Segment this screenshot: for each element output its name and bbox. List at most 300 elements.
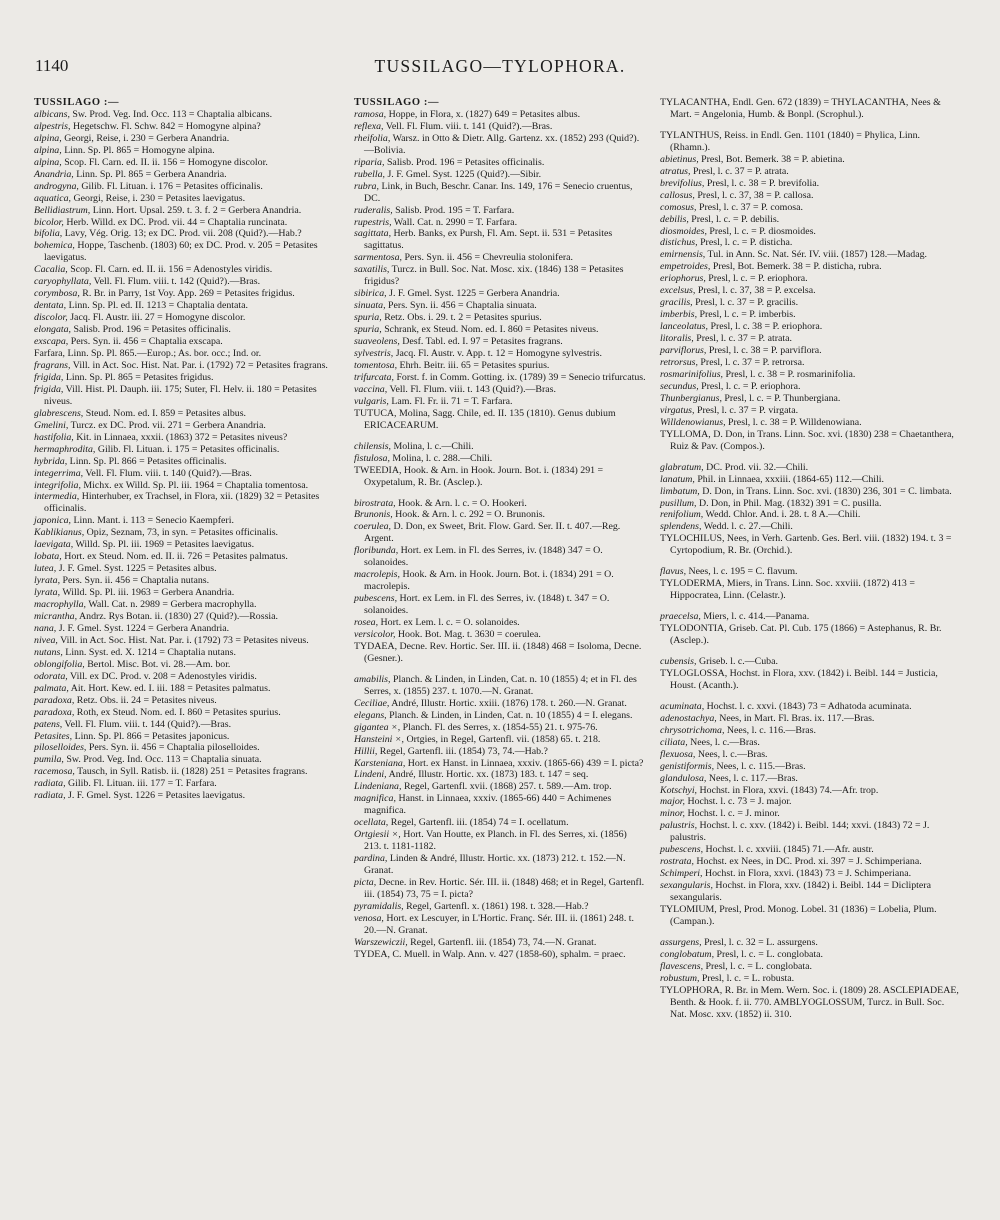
- species-reference: Regel, Gartenfl. iii. (1854) 73, 74.—N. Granat.: [407, 936, 597, 948]
- species-name: ciliata,: [660, 736, 688, 748]
- species-entry: [34, 193, 334, 205]
- species-name: alpestris,: [34, 120, 71, 132]
- species-entry: [34, 133, 334, 145]
- species-entry: [34, 240, 334, 264]
- species-entry: [34, 754, 334, 766]
- species-reference: Wedd. l. c. 27.—Chili.: [701, 521, 793, 533]
- species-reference: Bertol. Misc. Bot. vi. 28.—Am. bor.: [84, 658, 231, 670]
- species-reference: Linn. Syst. ed. X. 1214 = Chaptalia nutans.: [62, 646, 236, 658]
- genus-entry: TYDEA, C. Muell. in Walp. Ann. v. 427 (1858-60), sphalm. = praec.: [354, 948, 626, 960]
- species-name: lyrata,: [34, 575, 61, 587]
- species-name: frigida,: [34, 383, 64, 395]
- species-name: virgatus,: [660, 404, 695, 416]
- species-entry: [660, 749, 960, 761]
- species-reference: Hook. & Arn. in Hook. Journ. Bot. i. (1834) 291 = O. macrolepis.: [364, 569, 614, 593]
- genus-entry: TYLOPHORA, R. Br. in Mem. Wern. Soc. i. (1809) 28. ASCLEPIADEAE, Benth. & Hook. f. ii. 770. AMBLYOGLOSSUM, Turcz. in Bull. Soc. Nat. Mosc. xxv. (1852) ii. 310.: [660, 984, 959, 1020]
- species-reference: Molina, l. c. 288.—Chili.: [389, 452, 493, 464]
- species-entry: [660, 273, 960, 285]
- species-entry: [354, 781, 646, 793]
- species-name: chrysotrichoma,: [660, 724, 725, 736]
- species-reference: Hochst. l. c. 73 = J. major.: [684, 796, 792, 808]
- species-name: coerulea,: [354, 521, 392, 533]
- species-name: debilis,: [660, 213, 689, 225]
- species-name: atratus,: [660, 165, 691, 177]
- species-name: birostrata,: [354, 497, 396, 509]
- species-reference: Decne. in Rev. Hortic. Sér. III. ii. (1848) 468; et in Regel, Gartenfl. iii. (1854) 73, 75 = I. picta?: [364, 877, 645, 900]
- species-name: distichus,: [660, 237, 698, 249]
- species-entry: [354, 324, 646, 336]
- species-entry: [354, 336, 646, 348]
- species-entry: [660, 725, 960, 737]
- species-name: abietinus,: [660, 153, 699, 165]
- species-entry: [34, 217, 334, 229]
- species-entry: [354, 569, 646, 593]
- species-reference: Presl, l. c. 38 = P. brevifolia.: [704, 177, 820, 189]
- species-entry: [354, 300, 646, 312]
- species-entry: [354, 181, 646, 205]
- species-reference: Presl, l. c. = P. disticha.: [697, 237, 793, 249]
- species-name: comosus,: [660, 201, 697, 213]
- species-name: retrorsus,: [660, 357, 698, 369]
- species-name: eriophorus,: [660, 273, 706, 285]
- species-name: sibirica,: [354, 288, 387, 300]
- species-entry: [34, 384, 334, 408]
- species-name: bifolia,: [34, 228, 63, 240]
- species-name: Kablikianus,: [34, 527, 85, 539]
- species-reference: Nees, l. c. 115.—Bras.: [714, 760, 806, 772]
- species-reference: Ait. Hort. Kew. ed. I. iii. 188 = Petasites palmatus.: [68, 682, 271, 694]
- genus-heading: TUSSILAGO :—: [34, 97, 120, 108]
- species-reference: Salisb. Prod. 195 = T. Farfara.: [392, 204, 515, 216]
- species-entry: [354, 746, 646, 758]
- species-reference: Regel, Gartenfl. x. (1861) 198. t. 328.—Hab.?: [403, 900, 589, 912]
- species-reference: DC. Prod. vii. 32.—Chili.: [703, 461, 809, 473]
- species-entry: [660, 202, 960, 214]
- species-reference: Vill. in Act. Soc. Hist. Nat. Par. i. (1792) 72 = Petasites fragrans.: [70, 359, 328, 371]
- species-name: cubensis,: [660, 655, 697, 667]
- species-entry: [660, 961, 960, 973]
- species-name: gracilis,: [660, 297, 693, 309]
- species-entry: [34, 515, 334, 527]
- species-entry: [34, 551, 334, 563]
- species-entry: [660, 656, 960, 668]
- species-name: sarmentosa,: [354, 252, 403, 264]
- species-reference: Hort. Van Houtte, ex Planch. in Fl. des Serres, xi. (1856) 213. t. 1181-1182.: [364, 829, 627, 853]
- species-entry: [660, 509, 960, 521]
- species-entry: [660, 937, 960, 949]
- species-reference: Presl, l. c. = L. robusta.: [699, 972, 795, 984]
- species-entry: [354, 769, 646, 781]
- species-entry: [354, 252, 646, 264]
- species-entry: [34, 432, 334, 444]
- species-name: parviflorus,: [660, 345, 707, 357]
- species-name: rosea,: [354, 617, 379, 629]
- species-reference: Retz. Obs. i. 29. t. 2 = Petasites spurius.: [381, 312, 542, 324]
- page-number: 1140: [35, 56, 69, 75]
- species-reference: Linn. Hort. Upsal. 259. t. 3. f. 2 = Gerbera Anandria.: [90, 204, 302, 216]
- species-name: lyrata,: [34, 587, 61, 599]
- species-entry: [660, 309, 960, 321]
- species-entry: [34, 742, 334, 754]
- species-reference: Presl, l. c. 37 = P. gracilis.: [692, 297, 799, 309]
- species-name: assurgens,: [660, 936, 702, 948]
- species-name: micrantha,: [34, 610, 78, 622]
- species-name: Ortgiesii ×,: [354, 829, 401, 841]
- species-entry: [660, 868, 960, 880]
- species-name: exscapa,: [34, 336, 69, 348]
- species-reference: Linn. Mant. i. 113 = Senecio Kaempferi.: [71, 515, 234, 527]
- species-reference: J. F. Gmel. Syst. 1226 = Petasites laevigatus.: [65, 790, 246, 802]
- species-entry: [34, 312, 334, 324]
- species-entry: [354, 384, 646, 396]
- species-entry: [354, 722, 646, 734]
- species-reference: André, Illustr. Hortic. xxiii. (1876) 178. t. 260.—N. Granat.: [389, 697, 627, 709]
- species-entry: [660, 796, 960, 808]
- species-entry: [34, 695, 334, 707]
- species-reference: Gilib. Fl. Lituan. i. 176 = Petasites officinalis.: [78, 180, 263, 192]
- species-entry: [34, 169, 334, 181]
- species-name: pubescens,: [660, 844, 704, 856]
- species-entry: [354, 109, 646, 121]
- species-reference: Scop. Fl. Carn. ed. II. ii. 156 = Adenostyles viridis.: [67, 264, 273, 276]
- species-reference: Hort. ex Steud. Nom. ed. II. ii. 726 = Petasites palmatus.: [61, 551, 288, 563]
- species-reference: Presl, l. c. = P. eriophora.: [698, 380, 801, 392]
- genus-entry: TUTUCA, Molina, Sagg. Chile, ed. II. 135 (1810). Genus dubium ERICACEARUM.: [354, 407, 616, 431]
- species-reference: Presl, l. c. 37, 38 = P. callosa.: [694, 189, 814, 201]
- species-entry: [34, 491, 334, 515]
- species-reference: Hochst. in Flora, xxv. (1842) i. Beibl. 144 = Dicliptera sexangularis.: [670, 880, 931, 904]
- species-entry: [34, 647, 334, 659]
- species-name: lobata,: [34, 551, 62, 563]
- species-name: picta,: [354, 877, 377, 889]
- species-reference: Hort. ex Hanst. in Linnaea, xxxiv. (1865-66) 439 = I. picta?: [405, 757, 644, 769]
- species-name: pusillum,: [660, 497, 697, 509]
- species-reference: Salisb. Prod. 196 = Petasites officinalis.: [384, 156, 545, 168]
- species-entry: [660, 521, 960, 533]
- species-reference: Nees, l. c. 117.—Bras.: [706, 772, 798, 784]
- species-reference: Presl, l. c. 38 = P. eriophora.: [708, 321, 823, 333]
- species-reference: Hoppe, in Flora, x. (1827) 649 = Petasites albus.: [386, 108, 581, 120]
- species-name: flexuosa,: [660, 748, 696, 760]
- species-name: glandulosa,: [660, 772, 707, 784]
- species-entry: [660, 417, 960, 429]
- species-reference: Sw. Prod. Veg. Ind. Occ. 113 = Chaptalia albicans.: [69, 108, 273, 120]
- species-name: rubella,: [354, 168, 385, 180]
- species-name: integerrima,: [34, 467, 84, 479]
- species-entry: [34, 205, 334, 217]
- species-name: intermedia,: [34, 491, 80, 503]
- species-reference: J. F. Gmel. Syst. 1224 = Gerbera Anandria.: [56, 622, 230, 634]
- species-name: Willdenowianus,: [660, 416, 726, 428]
- species-reference: Schrank, ex Steud. Nom. ed. I. 860 = Petasites niveus.: [381, 324, 599, 336]
- species-name: suaveolens,: [354, 336, 400, 348]
- species-name: rosmarinifolius,: [660, 368, 724, 380]
- species-reference: Nees, l. c. 195 = C. flavum.: [686, 566, 798, 578]
- species-entry: [660, 949, 960, 961]
- species-name: hermaphrodita,: [34, 443, 96, 455]
- species-name: oblongifolia,: [34, 658, 85, 670]
- species-entry: [660, 713, 960, 725]
- species-reference: Turcz. in Bull. Soc. Nat. Mosc. xix. (1846) 138 = Petasites frigidus?: [364, 264, 624, 288]
- species-reference: Hochst. l. c. = J. minor.: [684, 808, 780, 820]
- species-name: genistiformis,: [660, 760, 715, 772]
- species-entry: [660, 405, 960, 417]
- species-name: minor,: [660, 808, 685, 820]
- species-name: alpina,: [34, 144, 62, 156]
- species-name: integrifolia,: [34, 479, 81, 491]
- species-reference: Pers. Syn. ii. 456 = Chaptalia sinuata.: [385, 300, 537, 312]
- species-reference: Presl, l. c. = P. imberbis.: [697, 309, 796, 321]
- species-reference: Salisb. Prod. 196 = Petasites officinalis.: [71, 324, 231, 336]
- species-name: fistulosa,: [354, 452, 390, 464]
- species-reference: D. Don, ex Sweet, Brit. Flow. Gard. Ser. II. t. 407.—Reg. Argent.: [364, 521, 621, 545]
- species-reference: Presl, l. c. 38 = P. Willdenowiana.: [725, 416, 862, 428]
- species-name: sagittata,: [354, 228, 392, 240]
- species-entry: [660, 381, 960, 393]
- species-reference: Hochst. l. c. xxviii. (1845) 71.—Afr. austr.: [703, 844, 874, 856]
- species-entry: [354, 674, 646, 698]
- species-reference: Retz. Obs. ii. 24 = Petasites niveus.: [74, 694, 217, 706]
- species-entry: [660, 973, 960, 985]
- species-name: pubescens,: [354, 593, 398, 605]
- species-name: glabrescens,: [34, 407, 84, 419]
- species-entry: [34, 731, 334, 743]
- species-name: acuminata,: [660, 700, 705, 712]
- species-reference: Willd. Sp. Pl. iii. 1969 = Petasites laevigatus.: [73, 539, 255, 551]
- species-entry: [34, 790, 334, 802]
- species-entry: [354, 521, 646, 545]
- species-entry: [660, 737, 960, 749]
- species-entry: [660, 214, 960, 226]
- species-entry: [354, 157, 646, 169]
- species-reference: D. Don, in Trans. Linn. Soc. xvi. (1830) 236, 301 = C. limbata.: [699, 485, 952, 497]
- species-reference: Linn. Sp. Pl. 865 = Gerbera Anandria.: [73, 168, 227, 180]
- species-name: frigida,: [34, 371, 64, 383]
- species-reference: Presl, l. c. 37, 38 = P. excelsa.: [695, 285, 816, 297]
- species-entry: [660, 761, 960, 773]
- genus-entry: TYLOMIUM, Presl, Prod. Monog. Lobel. 31 (1836) = Lobelia, Plum. (Campan.).: [660, 904, 937, 927]
- species-reference: Presl, l. c. 37 = P. comosa.: [696, 201, 803, 213]
- species-entry: [660, 357, 960, 369]
- species-name: albicans,: [34, 108, 70, 120]
- species-reference: Presl, l. c. 37 = P. atrata.: [693, 333, 793, 345]
- species-reference: Turcz. ex DC. Prod. vii. 271 = Gerbera Anandria.: [68, 419, 266, 431]
- species-entry: [660, 844, 960, 856]
- genus-entry: TYLODERMA, Miers, in Trans. Linn. Soc. xxviii. (1872) 413 = Hippocratea, Linn. (Celastr.).: [660, 578, 915, 602]
- species-reference: Opiz, Seznam, 73, in syn. = Petasites officinalis.: [84, 527, 279, 539]
- species-entry: [34, 778, 334, 790]
- species-reference: Hook. & Arn. l. c. 292 = O. Brunonis.: [392, 509, 546, 521]
- species-entry: [354, 698, 646, 710]
- species-entry: [354, 396, 646, 408]
- species-entry: [34, 336, 334, 348]
- species-name: Anandria,: [34, 168, 74, 180]
- species-entry: [34, 587, 334, 599]
- species-name: Karsteniana,: [354, 757, 406, 769]
- species-reference: Hort. ex Lem. l. c. = O. solanoides.: [378, 617, 520, 629]
- species-name: chilensis,: [354, 440, 392, 452]
- species-entry: [354, 877, 646, 901]
- species-reference: Jacq. Fl. Austr. iii. 27 = Homogyne discolor.: [67, 312, 246, 324]
- species-name: vaccina,: [354, 383, 388, 395]
- species-name: paradoxa,: [34, 694, 75, 706]
- species-name: macrophylla,: [34, 599, 87, 611]
- species-entry: [34, 157, 334, 169]
- species-reference: Scop. Fl. Carn. ed. II. ii. 156 = Homogyne discolor.: [61, 156, 268, 168]
- species-entry: [660, 178, 960, 190]
- species-reference: J. F. Gmel. Syst. 1225 (Quid?).—Sibir.: [385, 168, 542, 180]
- species-name: secundus,: [660, 380, 699, 392]
- species-entry: [660, 261, 960, 273]
- species-entry: [354, 264, 646, 288]
- species-entry: [354, 734, 646, 746]
- species-name: conglobatum,: [660, 948, 715, 960]
- species-entry: [354, 217, 646, 229]
- species-reference: Desf. Tabl. ed. I. 97 = Petasites fragrans.: [399, 336, 563, 348]
- species-reference: Hochst. ex Nees, in DC. Prod. xi. 397 = J. Schimperiana.: [693, 856, 922, 868]
- species-reference: Link, in Buch, Beschr. Canar. Ins. 149, 176 = Senecio cruentus, DC.: [364, 180, 633, 204]
- species-name: vulgaris,: [354, 395, 389, 407]
- species-name: riparia,: [354, 156, 385, 168]
- species-name: nivea,: [34, 634, 58, 646]
- genus-entry: TYLOCHILUS, Nees, in Verh. Gartenb. Ges. Berl. viii. (1832) 194. t. 3 = Cyrtopodium, R. Br. (Orchid.).: [660, 533, 952, 557]
- species-reference: Vill. in Act. Soc. Hist. Nat. Par. i. (1792) 73 = Petasites niveus.: [57, 634, 309, 646]
- species-reference: Georgi, Reise, i. 230 = Petasites laevigatus.: [71, 192, 246, 204]
- species-entry: [660, 773, 960, 785]
- species-entry: [354, 629, 646, 641]
- species-entry: [34, 300, 334, 312]
- species-name: Bellidiastrum,: [34, 204, 91, 216]
- running-title: TUSSILAGO—TYLOPHORA.: [374, 56, 626, 76]
- species-name: litoralis,: [660, 333, 694, 345]
- species-entry: [354, 498, 646, 510]
- species-reference: D. Don, in Phil. Mag. (1832) 391 = C. pusilla.: [696, 497, 882, 509]
- species-name: japonica,: [34, 515, 72, 527]
- species-reference: Linn. Sp. Pl. ed. II. 1213 = Chaptalia dentata.: [66, 300, 249, 312]
- species-entry: [354, 853, 646, 877]
- species-entry: [354, 360, 646, 372]
- species-reference: Vell. Fl. Flum. viii. t. 140 (Quid?).—Bras.: [83, 467, 252, 479]
- species-name: splendens,: [660, 521, 702, 533]
- column-1: [34, 97, 334, 802]
- species-name: versicolor,: [354, 628, 396, 640]
- species-name: saxatilis,: [354, 264, 390, 276]
- species-reference: Planch. Fl. des Serres, x. (1854-55) 21. t. 975-76.: [400, 721, 598, 733]
- species-name: radiata,: [34, 778, 66, 790]
- species-reference: Nees, l. c. 116.—Bras.: [724, 724, 816, 736]
- species-entry: [354, 441, 646, 453]
- species-entry: [34, 599, 334, 611]
- species-entry: [34, 766, 334, 778]
- species-reference: Vell. Fl. Flum. viii. t. 141 (Quid?).—Bras.: [383, 120, 553, 132]
- species-name: renifolium,: [660, 509, 704, 521]
- species-entry: [660, 166, 960, 178]
- species-reference: Nees, in Mart. Fl. Bras. ix. 117.—Bras.: [716, 712, 875, 724]
- species-name: bohemica,: [34, 240, 75, 252]
- species-entry: [354, 509, 646, 521]
- species-entry: [354, 901, 646, 913]
- species-entry: [34, 420, 334, 432]
- species-reference: Pers. Syn. ii. 456 = Chaptalia piloselloides.: [86, 742, 260, 754]
- species-reference: Steud. Nom. ed. I. 859 = Petasites albus.: [83, 407, 247, 419]
- species-entry: [660, 285, 960, 297]
- species-reference: Linn. Sp. Pl. 866 = Petasites japonicus.: [72, 730, 230, 742]
- species-name: Thunbergianus,: [660, 392, 722, 404]
- species-reference: Hoppe, Taschenb. (1803) 60; ex DC. Prod. v. 205 = Petasites laevigatus.: [44, 240, 318, 264]
- species-reference: Planch. & Linden, in Linden, Cat. n. 10 (1855) 4; et in Fl. des Serres, x. (1855) 237. t. 1070.—N. Granat.: [364, 673, 637, 697]
- species-name: paradoxa,: [34, 706, 75, 718]
- species-name: rheifolia,: [354, 132, 391, 144]
- species-name: pardina,: [354, 853, 388, 865]
- species-name: flavus,: [660, 566, 687, 578]
- species-entry: [354, 593, 646, 617]
- species-entry: [354, 121, 646, 133]
- species-entry: [34, 372, 334, 384]
- species-entry: [660, 226, 960, 238]
- species-reference: Vell. Fl. Flum. viii. t. 142 (Quid?).—Bras.: [91, 276, 261, 288]
- genus-entry: TYLANTHUS, Reiss. in Endl. Gen. 1101 (1840) = Phylica, Linn. (Rhamn.).: [660, 129, 921, 153]
- species-entry: [354, 793, 646, 817]
- species-name: rupestris,: [354, 216, 392, 228]
- genus-entry: TYLLOMA, D. Don, in Trans. Linn. Soc. xvi. (1830) 238 = Chaetanthera, Ruiz & Pav. (Compos.).: [660, 428, 954, 452]
- species-entry: [660, 611, 960, 623]
- species-entry: [354, 205, 646, 217]
- species-name: spuria,: [354, 324, 382, 336]
- species-entry: [34, 635, 334, 647]
- species-entry: [660, 345, 960, 357]
- species-name: fragrans,: [34, 359, 71, 371]
- species-entry: [34, 109, 334, 121]
- species-name: Hillii,: [354, 745, 378, 757]
- species-name: corymbosa,: [34, 288, 80, 300]
- species-name: glabratum,: [660, 461, 704, 473]
- species-reference: J. F. Gmel. Syst. 1225 = Petasites albus.: [56, 563, 217, 575]
- species-entry: [354, 937, 646, 949]
- species-entry: [354, 453, 646, 465]
- species-reference: Ortgies, in Regel, Gartenfl. vii. (1858) 65. t. 218.: [404, 733, 601, 745]
- species-entry: [660, 369, 960, 381]
- species-name: caryophyllata,: [34, 276, 92, 288]
- species-entry: [660, 880, 960, 904]
- species-entry: [660, 154, 960, 166]
- species-name: hastifolia,: [34, 431, 74, 443]
- species-entry: [354, 288, 646, 300]
- species-name: lutea,: [34, 563, 57, 575]
- species-reference: Vill. Hist. Pl. Dauph. iii. 175; Suter, Fl. Helv. ii. 180 = Petasites niveus.: [44, 383, 317, 407]
- species-reference: Vell. Fl. Flum. viii. t. 143 (Quid?).—Bras.: [387, 383, 556, 395]
- species-entry: [34, 408, 334, 420]
- species-name: dentata,: [34, 300, 67, 312]
- species-name: rubra,: [354, 180, 379, 192]
- species-reference: Presl, l. c. 38 = P. parviflora.: [706, 345, 822, 357]
- species-reference: Vill. ex DC. Prod. v. 208 = Adenostyles viridis.: [67, 670, 257, 682]
- species-reference: R. Br. in Parry, 1st Voy. App. 269 = Petasites frigidus.: [79, 288, 295, 300]
- species-name: patens,: [34, 718, 63, 730]
- species-name: pyramidalis,: [354, 900, 404, 912]
- species-entry: [354, 545, 646, 569]
- species-entry: [34, 623, 334, 635]
- species-name: lanatum,: [660, 473, 695, 485]
- species-reference: Molina, l. c.—Chili.: [391, 440, 474, 452]
- species-reference: Hort. ex Lem. in Fl. des Serres, iv. (1848) t. 347 = O. solanoides.: [364, 593, 610, 617]
- species-name: rostrata,: [660, 856, 694, 868]
- species-entry: [354, 829, 646, 853]
- species-entry: [34, 659, 334, 671]
- species-entry: [354, 617, 646, 629]
- species-name: Lindeni,: [354, 769, 387, 781]
- species-reference: Presl, Bot. Bemerk. 38 = P. abietina.: [698, 153, 845, 165]
- species-reference: Roth, ex Steud. Nom. ed. I. 860 = Petasites spurius.: [74, 706, 281, 718]
